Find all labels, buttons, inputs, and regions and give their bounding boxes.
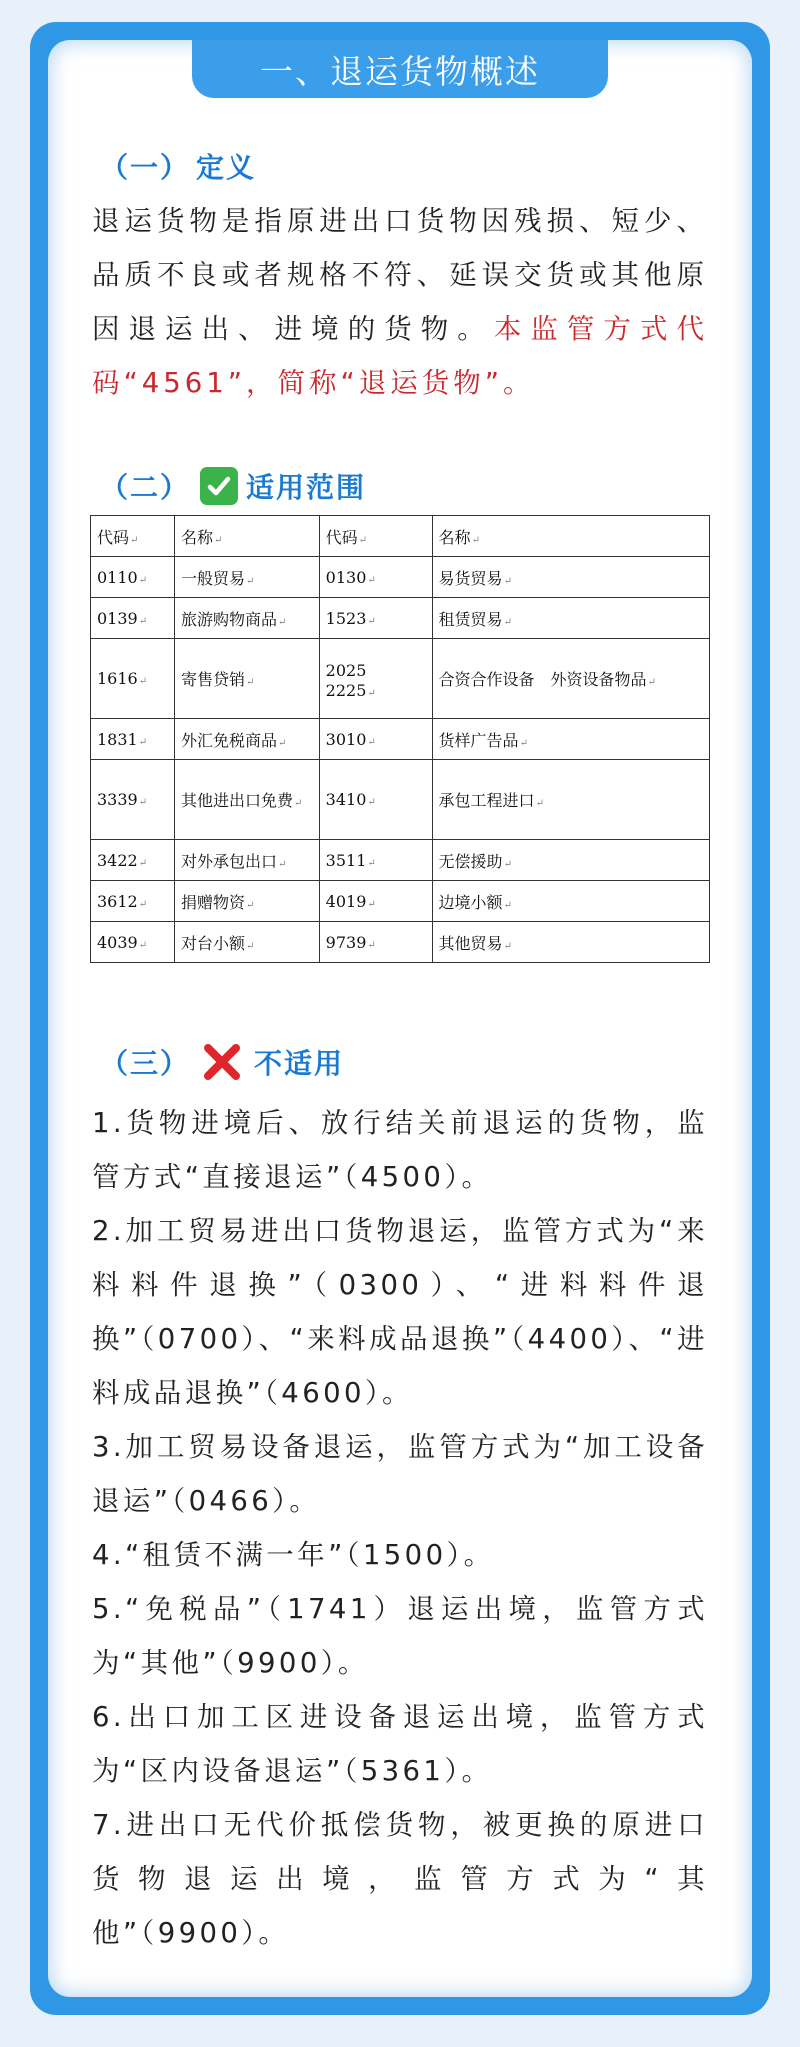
table-cell: 3612↵: [91, 881, 175, 922]
table-cell: 无偿援助↵: [432, 840, 709, 881]
scope-heading-label: 适用范围: [246, 471, 367, 504]
list-item: 4.“租赁不满一年”（1500）。: [92, 1539, 495, 1571]
table-row: [91, 760, 710, 840]
definition-highlight: 本监管方式代码“4561”，简称“退运货物”。: [92, 313, 708, 399]
table-cell: 3339↵: [91, 760, 175, 840]
scope-table-body: [91, 516, 710, 963]
definition-heading-label: 定义: [196, 151, 257, 184]
not-applicable-heading-label: 不适用: [254, 1047, 345, 1080]
table-header-row: [91, 516, 710, 557]
table-cell: 3511↵: [319, 840, 432, 881]
table-cell: 0130↵: [319, 557, 432, 598]
table-row: [91, 840, 710, 881]
definition-paragraph: [92, 194, 708, 410]
table-cell: 1616↵: [91, 639, 175, 719]
table-cell: 易货贸易↵: [432, 557, 709, 598]
not-applicable-heading: [100, 1040, 344, 1084]
table-cell: 1831↵: [91, 719, 175, 760]
table-row: [91, 922, 710, 963]
scope-table: [90, 515, 710, 963]
cross-mark-icon: [200, 1040, 244, 1084]
table-header-cell: 名称↵: [174, 516, 319, 557]
table-row: [91, 719, 710, 760]
table-cell: 4019↵: [319, 881, 432, 922]
table-row: [91, 881, 710, 922]
list-item: 6.出口加工区进设备退运出境，监管方式为“区内设备退运”（5361）。: [92, 1701, 708, 1787]
table-row: [91, 598, 710, 639]
table-cell: 3010↵: [319, 719, 432, 760]
list-item: 5.“免税品”（1741）退运出境，监管方式为“其他”（9900）。: [92, 1593, 708, 1679]
table-header-cell: 代码↵: [319, 516, 432, 557]
table-cell: 4039↵: [91, 922, 175, 963]
scope-heading: [100, 466, 366, 506]
table-row: [91, 639, 710, 719]
table-header-cell: 名称↵: [432, 516, 709, 557]
list-item: 1.货物进境后、放行结关前退运的货物，监管方式“直接退运”（4500）。: [92, 1107, 708, 1193]
table-cell: 货样广告品↵: [432, 719, 709, 760]
table-cell: 9739↵: [319, 922, 432, 963]
table-cell: 外汇免税商品↵: [174, 719, 319, 760]
not-applicable-list: [92, 1096, 708, 1960]
table-cell: 0139↵: [91, 598, 175, 639]
check-mark-icon: [200, 467, 238, 505]
definition-heading: [100, 146, 256, 186]
table-row: [91, 557, 710, 598]
not-applicable-heading-number: （三）: [100, 1047, 191, 1080]
table-cell: 3422↵: [91, 840, 175, 881]
table-cell: 捐赠物资↵: [174, 881, 319, 922]
table-cell: 边境小额↵: [432, 881, 709, 922]
definition-text: 退运货物是指原进出口货物因残损、短少、品质不良或者规格不符、延误交货或其他原因退运出、进境的货物。: [92, 205, 708, 345]
table-cell: 其他贸易↵: [432, 922, 709, 963]
table-cell: 3410↵: [319, 760, 432, 840]
list-item: 2.加工贸易进出口货物退运，监管方式为“来料料件退换”（0300）、“进料料件退换”（0700）、“来料成品退换”（4400）、“进料成品退换”（4600）。: [92, 1215, 708, 1409]
section-title: 一、退运货物概述: [192, 40, 608, 98]
table-cell: 合资合作设备 外资设备物品↵: [432, 639, 709, 719]
table-cell: 对外承包出口↵: [174, 840, 319, 881]
table-cell: 其他进出口免费↵: [174, 760, 319, 840]
table-cell: 旅游购物商品↵: [174, 598, 319, 639]
list-item: 3.加工贸易设备退运，监管方式为“加工设备退运”（0466）。: [92, 1431, 708, 1517]
table-cell: 租赁贸易↵: [432, 598, 709, 639]
definition-heading-number: （一）: [100, 151, 191, 184]
table-cell: 0110↵: [91, 557, 175, 598]
table-header-cell: 代码↵: [91, 516, 175, 557]
list-item: 7.进出口无代价抵偿货物，被更换的原进口货物退运出境，监管方式为“其他”（9900）。: [92, 1809, 708, 1949]
table-cell: 承包工程进口↵: [432, 760, 709, 840]
table-cell: 2025 2225↵: [319, 639, 432, 719]
table-cell: 一般贸易↵: [174, 557, 319, 598]
scope-heading-number: （二）: [100, 471, 191, 504]
table-cell: 对台小额↵: [174, 922, 319, 963]
table-cell: 1523↵: [319, 598, 432, 639]
table-cell: 寄售贷销↵: [174, 639, 319, 719]
